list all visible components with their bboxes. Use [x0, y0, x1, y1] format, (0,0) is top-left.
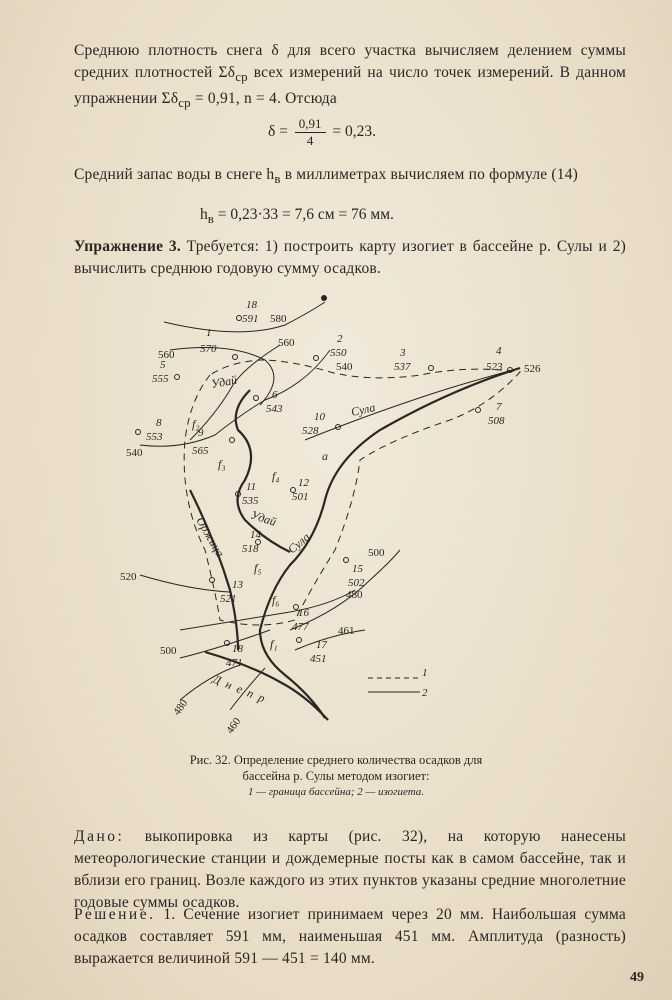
svg-text:480: 480 [346, 589, 363, 601]
svg-text:2: 2 [422, 687, 428, 699]
svg-text:7: 7 [496, 401, 502, 413]
figure-caption: Рис. 32. Определение среднего количества осадков для бассейна р. Сулы методом изогиет: 1 — граница бассейна; 2 — изогиета. [189, 753, 483, 798]
svg-text:540: 540 [126, 447, 143, 459]
svg-text:Сула: Сула [349, 400, 377, 419]
svg-text:565: 565 [192, 445, 209, 457]
svg-text:523: 523 [486, 361, 503, 373]
svg-text:Днепр: Днепр [210, 671, 273, 708]
svg-text:15: 15 [352, 563, 363, 575]
svg-text:f₁: f₁ [270, 637, 278, 651]
paragraph-given: Дано: выкопировка из карты (рис. 32), на которую нанесены метеорологические станции и дождемерные посты как в самом бассейне, так и вблизи его границ. Возле каждого из этих пунктов указаны средние многолетние годовые суммы осадков. [74, 828, 626, 911]
svg-text:4: 4 [496, 345, 502, 357]
svg-text:580: 580 [270, 313, 287, 325]
isohyet-480 [180, 590, 355, 630]
svg-text:f₆: f₆ [272, 593, 280, 607]
svg-text:526: 526 [524, 363, 541, 375]
svg-text:508: 508 [488, 415, 505, 427]
svg-text:555: 555 [152, 373, 169, 385]
isohyet-map [120, 290, 560, 740]
svg-text:560: 560 [278, 337, 295, 349]
svg-text:501: 501 [292, 491, 309, 503]
svg-text:3: 3 [400, 347, 406, 359]
svg-text:f₂: f₂ [192, 417, 200, 431]
isohyet-461 [295, 630, 365, 650]
svg-text:f₄: f₄ [272, 469, 280, 483]
svg-text:Оржица: Оржица [193, 514, 228, 560]
paragraph-density: Среднюю плотность снега δ для всего участка вычисляем делением суммы средних плотностей $\Sigma\delta_{ср}$ всех измерений на число точек измерений. В данном упражнении $\Sigma\delta_{ср} = 0,91$, n = 4. Отсюда [74, 42, 627, 111]
svg-text:6: 6 [272, 389, 278, 401]
svg-text:f₃: f₃ [218, 457, 226, 471]
paragraph-solution: Решение. 1. Сечение изогиет принимаем через 20 мм. Наибольшая сумма осадков составляет 591 мм, наименьшая 451 мм. Амплитуда (разность) выражается величиной 591 — 451 = 140 мм. [74, 906, 626, 967]
svg-text:477: 477 [292, 621, 309, 633]
svg-text:535: 535 [242, 495, 259, 507]
svg-text:2: 2 [337, 333, 343, 345]
svg-text:550: 550 [330, 347, 347, 359]
svg-text:500: 500 [368, 547, 385, 559]
svg-text:543: 543 [266, 403, 283, 415]
svg-text:Сула: Сула [284, 529, 313, 557]
svg-text:570: 570 [200, 343, 217, 355]
svg-text:461: 461 [338, 625, 355, 637]
svg-text:471: 471 [226, 657, 243, 669]
svg-text:13: 13 [232, 579, 243, 591]
svg-text:18: 18 [232, 643, 243, 655]
svg-text:12: 12 [298, 477, 309, 489]
exercise-3: Упражнение 3. Требуется: 1) построить карту изогиет в бассейне р. Сулы и 2) вычислить среднюю годовую сумму осадков. [74, 238, 627, 277]
svg-text:14: 14 [250, 529, 261, 541]
formula-water: $h_в = 0,23\cdot 33 = 7,6$ см = 76 мм. [200, 206, 394, 227]
paragraph-water: Средний запас воды в снеге $h_в$ в миллиметрах вычисляем по формуле (14) [74, 166, 579, 187]
svg-text:Удай: Удай [210, 372, 239, 391]
svg-text:560: 560 [158, 349, 175, 361]
svg-text:540: 540 [336, 361, 353, 373]
svg-text:10: 10 [314, 411, 325, 423]
svg-text:5: 5 [160, 359, 166, 371]
svg-text:1: 1 [422, 667, 428, 679]
svg-text:480: 480 [170, 697, 191, 718]
svg-text:451: 451 [310, 653, 327, 665]
svg-text:8: 8 [156, 417, 162, 429]
svg-text:a: a [322, 449, 328, 463]
svg-text:528: 528 [302, 425, 319, 437]
svg-text:1: 1 [206, 327, 212, 339]
svg-text:521: 521 [220, 593, 237, 605]
svg-text:9: 9 [198, 427, 204, 439]
svg-text:Удай: Удай [249, 507, 279, 529]
svg-text:591: 591 [242, 313, 259, 325]
svg-text:17: 17 [316, 639, 327, 651]
svg-text:11: 11 [246, 481, 257, 493]
river-orzhitsa [190, 490, 238, 650]
svg-text:502: 502 [348, 577, 365, 589]
svg-text:460: 460 [224, 715, 244, 737]
svg-text:500: 500 [160, 645, 177, 657]
svg-text:518: 518 [242, 543, 259, 555]
svg-text:553: 553 [146, 431, 163, 443]
svg-text:f₅: f₅ [254, 561, 262, 575]
svg-text:16: 16 [298, 607, 309, 619]
page-number: 49 [630, 970, 644, 985]
formula-density: δ = $\frac{0,91}{4}$ = 0,23. [268, 116, 377, 148]
isohyet-520 [140, 575, 230, 592]
svg-text:520: 520 [120, 571, 137, 583]
svg-text:537: 537 [394, 361, 411, 373]
svg-text:18: 18 [246, 299, 257, 311]
